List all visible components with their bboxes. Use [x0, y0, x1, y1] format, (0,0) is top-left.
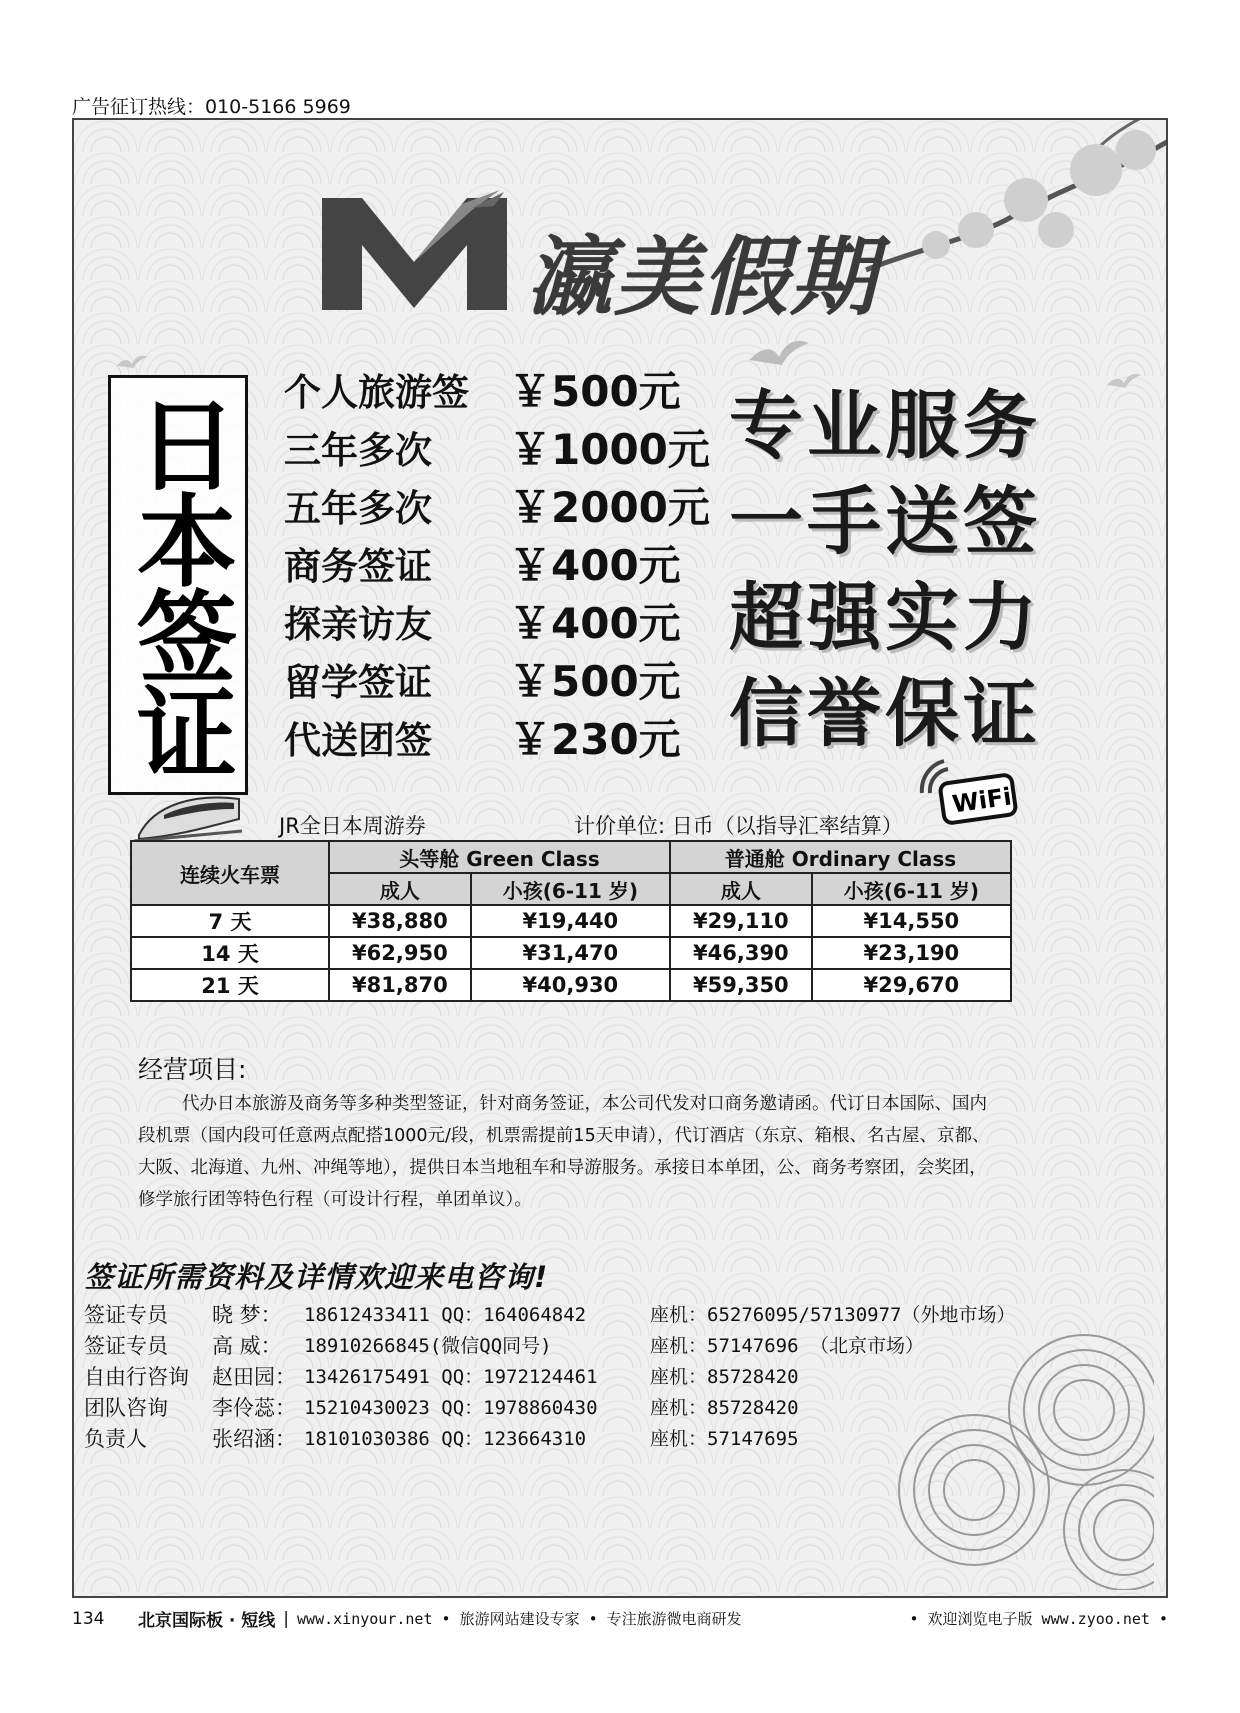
days-cell: 21 天 [131, 969, 329, 1001]
contact-mobile: 18612433411 QQ：164064842 [304, 1304, 587, 1326]
contact-role: 签证专员 [84, 1333, 168, 1358]
business-scope-body: 代办日本旅游及商务等多种类型签证，针对商务签证，本公司代发对口商务邀请函。代订日本国际、国内段机票（国内段可任意两点配搭1000元/段，机票需提前15天申请），代订酒店（东京、箱根、名古屋、京都、大阪、北海道、九州、冲绳等地），提供日本当地租车和导游服务。承接日本单团，公、商务考察团，会奖团，修学旅行团等特色行程（可设计行程，单团单议）。 [138, 1094, 990, 1210]
price-cell: ¥46,390 [670, 937, 812, 969]
contact-role: 签证专员 [84, 1302, 168, 1327]
currency-note: 计价单位: 日币（以指导汇率结算） [574, 814, 903, 838]
visa-price: ￥400元 [509, 599, 681, 648]
contact-row [84, 1391, 1015, 1422]
visa-price: ￥500元 [509, 367, 681, 416]
visa-price: ￥1000元 [509, 425, 710, 474]
contact-name: 晓 梦： [212, 1302, 282, 1327]
business-scope-title: 经营项目: [138, 1055, 247, 1084]
adult-header: 成人 [670, 873, 812, 905]
contact-landline: 座机：65276095/57130977（外地市场） [650, 1304, 1016, 1326]
contact-landline: 座机：57147695 [650, 1428, 799, 1450]
wifi-icon [914, 753, 1024, 833]
contact-name: 张绍涵： [212, 1426, 296, 1451]
visa-type: 代送团签 [284, 719, 432, 762]
contact-row [84, 1298, 1015, 1329]
slogan: 信誉保证 [729, 671, 1041, 757]
slogan: 一手送签 [729, 479, 1041, 565]
jr-pass-title: JR全日本周游券 [279, 814, 426, 838]
visa-price: ￥230元 [509, 715, 681, 764]
table-row [131, 905, 1011, 937]
footer-ebook-link[interactable]: • 欢迎浏览电子版 www.zyoo.net • [909, 1610, 1168, 1628]
price-cell: ¥14,550 [812, 905, 1011, 937]
contact-headline: 签证所需资料及详情欢迎来电咨询! [84, 1260, 549, 1294]
bird-icon [1104, 370, 1144, 394]
jr-pass-price-table [130, 840, 1012, 1002]
contact-mobile: 15210430023 QQ：1978860430 [304, 1397, 598, 1419]
contact-mobile: 13426175491 QQ：1972124461 [304, 1366, 598, 1388]
brand-logo-mark [322, 190, 507, 310]
price-row [284, 418, 710, 476]
visa-price: ￥400元 [509, 541, 681, 590]
bullet-train-icon [134, 785, 244, 843]
green-class-header: 头等舱 Green Class [329, 841, 670, 873]
contact-landline: 座机：85728420 [650, 1397, 799, 1419]
vertical-title-box [108, 375, 248, 795]
price-cell: ¥38,880 [329, 905, 471, 937]
price-row [284, 650, 710, 708]
price-cell: ¥59,350 [670, 969, 812, 1001]
price-cell: ¥81,870 [329, 969, 471, 1001]
contact-name: 赵田园： [212, 1364, 296, 1389]
price-row [284, 708, 710, 766]
price-cell: ¥31,470 [471, 937, 670, 969]
contact-role: 自由行咨询 [84, 1364, 189, 1389]
child-header: 小孩(6-11 岁) [471, 873, 670, 905]
table-header-row [131, 841, 1011, 873]
footer-separator: | [283, 1608, 290, 1629]
visa-type: 探亲访友 [284, 603, 432, 646]
page-footer [72, 1606, 1168, 1631]
visa-price-list [284, 360, 710, 766]
contact-list [84, 1298, 1015, 1453]
price-cell: ¥29,110 [670, 905, 812, 937]
contact-mobile: 18910266845(微信QQ同号) [304, 1335, 552, 1357]
wifi-label: WiFi [950, 782, 1014, 819]
visa-type: 商务签证 [284, 545, 432, 588]
price-cell: ¥62,950 [329, 937, 471, 969]
contact-mobile: 18101030386 QQ：123664310 [304, 1428, 587, 1450]
contact-role: 负责人 [84, 1426, 147, 1451]
ad-hotline: 广告征订热线：010-5166 5969 [72, 96, 351, 118]
brand-name: 瀛美假期 [526, 227, 878, 328]
price-cell: ¥29,670 [812, 969, 1011, 1001]
contact-row [84, 1422, 1015, 1453]
publication-name: 北京国际板 · 短线 [138, 1611, 276, 1631]
slogan: 超强实力 [729, 575, 1041, 661]
price-row [284, 592, 710, 650]
visa-type: 留学签证 [284, 661, 432, 704]
contact-role: 团队咨询 [84, 1395, 168, 1420]
contact-name: 高 威： [212, 1333, 282, 1358]
bird-icon [744, 335, 814, 375]
table-row [131, 969, 1011, 1001]
bird-icon [114, 352, 150, 374]
price-cell: ¥19,440 [471, 905, 670, 937]
days-cell: 7 天 [131, 905, 329, 937]
contact-row [84, 1360, 1015, 1391]
visa-price: ￥500元 [509, 657, 681, 706]
contact-row [84, 1329, 1015, 1360]
visa-price: ￥2000元 [509, 483, 710, 532]
price-row [284, 534, 710, 592]
col-ticket-header: 连续火车票 [131, 841, 329, 905]
contact-landline: 座机：57147696 （北京市场） [650, 1335, 924, 1357]
price-row [284, 360, 710, 418]
price-cell: ¥40,930 [471, 969, 670, 1001]
slogan-list [729, 378, 1041, 762]
days-cell: 14 天 [131, 937, 329, 969]
price-row [284, 476, 710, 534]
child-header: 小孩(6-11 岁) [812, 873, 1011, 905]
japan-visa-title: 日本签证 [120, 393, 237, 777]
advertisement-panel [72, 118, 1168, 1598]
visa-type: 个人旅游签 [284, 371, 469, 414]
visa-type: 五年多次 [284, 487, 432, 530]
contact-name: 李伶蕊： [212, 1395, 296, 1420]
ordinary-class-header: 普通舱 Ordinary Class [670, 841, 1011, 873]
footer-tagline: www.xinyour.net • 旅游网站建设专家 • 专注旅游微电商研发 [297, 1610, 742, 1628]
contact-landline: 座机：85728420 [650, 1366, 799, 1388]
slogan: 专业服务 [729, 383, 1041, 469]
price-cell: ¥23,190 [812, 937, 1011, 969]
adult-header: 成人 [329, 873, 471, 905]
table-row [131, 937, 1011, 969]
page-number: 134 [72, 1608, 105, 1629]
visa-type: 三年多次 [284, 429, 432, 472]
